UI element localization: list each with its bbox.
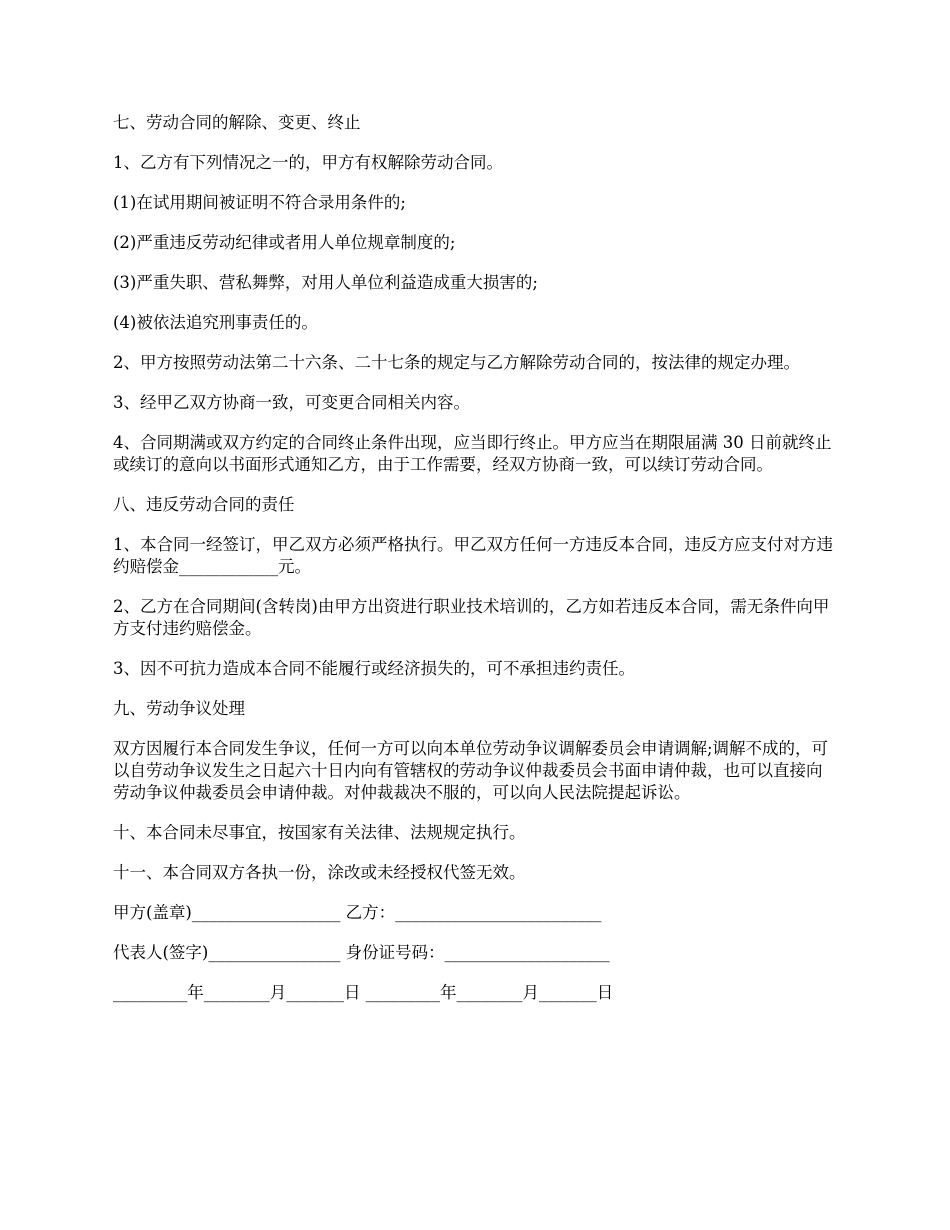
section-10: 十、本合同未尽事宜，按国家有关法律、法规规定执行。 <box>113 823 526 842</box>
clause-7-1-item-4: (4)被依法追究刑事责任的。 <box>113 313 318 332</box>
party-b-line: 乙方：_________________________ <box>345 903 602 922</box>
section-9-heading: 九、劳动争议处理 <box>113 699 245 718</box>
party-a-date-line: _________年________月_______日 <box>113 983 361 1002</box>
clause-8-2: 2、乙方在合同期间(含转岗)由甲方出资进行职业技术培训的，乙方如若违反本合同，需无条件向甲方支付违约赔偿金。 <box>113 597 830 638</box>
representative-signature-line: 代表人(签字)________________ <box>113 943 341 962</box>
signature-row-party <box>113 902 835 924</box>
clause-7-1-item-2: (2)严重违反劳动纪律或者用人单位规章制度的; <box>113 233 456 252</box>
clause-8-1: 1、本合同一经签订，甲乙双方必须严格执行。甲乙双方任何一方违反本合同，违反方应支付对方违约赔偿金____________元。 <box>113 535 833 576</box>
party-a-seal-line: 甲方(盖章)__________________ <box>113 903 341 922</box>
clause-9-body: 双方因履行本合同发生争议，任何一方可以向本单位劳动争议调解委员会申请调解;调解不成的，可以自劳动争议发生之日起六十日内向有管辖权的劳动争议仲裁委员会书面申请仲裁，也可以直接向劳动争议仲裁委员会申请仲裁。对仲裁裁决不服的，可以向人民法院提起诉讼。 <box>113 739 829 802</box>
section-7-heading: 七、劳动合同的解除、变更、终止 <box>113 113 361 132</box>
clause-8-3: 3、因不可抗力造成本合同不能履行或经济损失的，可不承担违约责任。 <box>113 659 635 678</box>
party-b-date-line: _________年________月_______日 <box>365 983 614 1002</box>
clause-7-1: 1、乙方有下列情况之一的，甲方有权解除劳动合同。 <box>113 153 503 172</box>
id-number-line: 身份证号码：____________________ <box>345 943 610 962</box>
clause-7-4: 4、合同期满或双方约定的合同终止条件出现，应当即行终止。甲方应当在期限届满 30 日前就终止或续订的意向以书面形式通知乙方，由于工作需要，经双方协商一致，可以续订劳动合同。 <box>113 433 832 474</box>
document-body <box>113 112 835 1022</box>
clause-7-1-item-3: (3)严重失职、营私舞弊，对用人单位利益造成重大损害的; <box>113 273 538 292</box>
clause-7-2: 2、甲方按照劳动法第二十六条、二十七条的规定与乙方解除劳动合同的，按法律的规定办理。 <box>113 353 800 372</box>
signature-row-representative <box>113 942 835 964</box>
clause-7-3: 3、经甲乙双方协商一致，可变更合同相关内容。 <box>113 393 470 412</box>
section-8-heading: 八、违反劳动合同的责任 <box>113 495 295 514</box>
signature-row-date <box>113 982 835 1004</box>
section-11: 十一、本合同双方各执一份，涂改或未经授权代签无效。 <box>113 863 526 882</box>
clause-7-1-item-1: (1)在试用期间被证明不符合录用条件的; <box>113 193 406 212</box>
